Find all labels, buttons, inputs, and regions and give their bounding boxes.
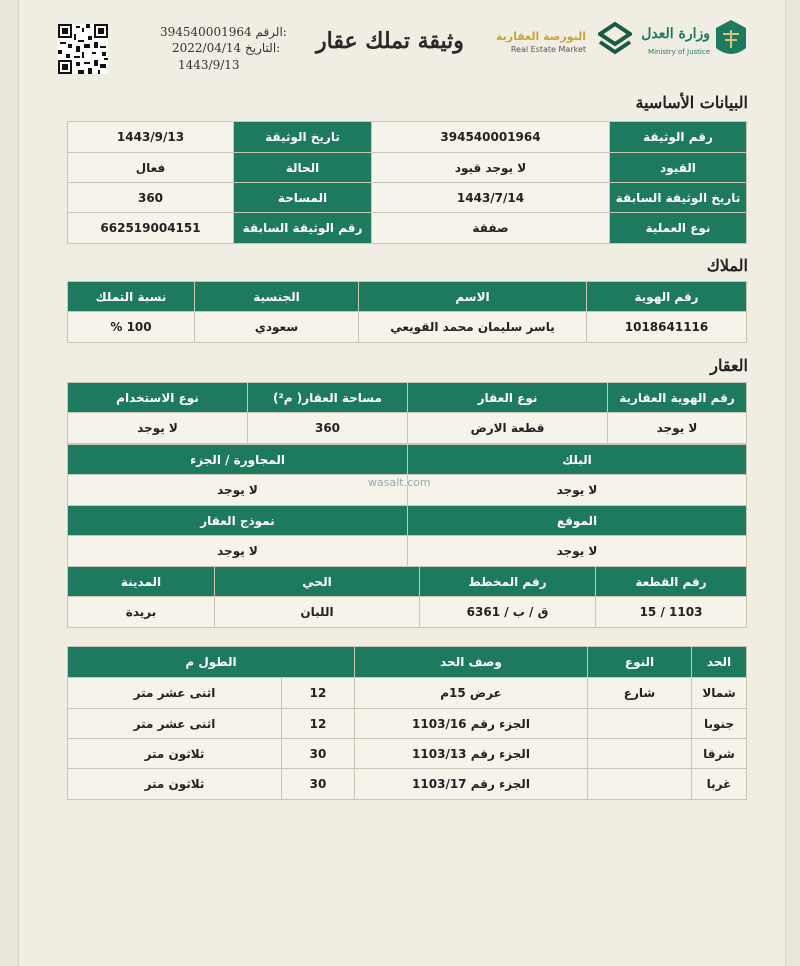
document-title: وثيقة تملك عقار bbox=[316, 28, 464, 54]
bound-length-text: ثلاثون متر bbox=[68, 769, 282, 800]
bound-type: شارع bbox=[588, 678, 692, 709]
moj-emblem-icon bbox=[712, 18, 750, 60]
property-table-2 bbox=[67, 444, 747, 567]
column-header: رقم الهوية bbox=[587, 282, 747, 312]
bound-length: 12 bbox=[282, 709, 355, 739]
label-cell: الحالة bbox=[234, 153, 372, 183]
column-header: الاسم bbox=[359, 282, 587, 312]
wasalt-watermark: wasalt.com bbox=[368, 476, 431, 489]
value-cell: فعال bbox=[68, 153, 234, 183]
label-cell: المساحة bbox=[234, 183, 372, 213]
ministry-of-justice-logo bbox=[641, 18, 752, 62]
real-estate-logo-icon bbox=[598, 18, 632, 58]
column-header: المدينة bbox=[68, 567, 215, 597]
column-header: نموذج العقار bbox=[68, 506, 408, 536]
basic-data-table bbox=[67, 121, 747, 244]
bound-type bbox=[588, 769, 692, 800]
property-table-3 bbox=[67, 566, 747, 628]
value-cell: لا يوجد bbox=[408, 475, 747, 506]
real-estate-market-logo bbox=[495, 18, 622, 58]
value-cell: 394540001964 bbox=[372, 122, 610, 153]
column-header: الطول م bbox=[68, 647, 355, 678]
number-value: 394540001964 bbox=[160, 25, 252, 39]
column-header: الحد bbox=[692, 647, 747, 678]
owner-id: 1018641116 bbox=[587, 312, 747, 343]
bound-length-text: ثلاثون متر bbox=[68, 739, 282, 769]
date-value: 2022/04/14 bbox=[172, 41, 242, 55]
bound-description: عرض 15م bbox=[355, 678, 588, 709]
bound-direction: شرقا bbox=[692, 739, 747, 769]
column-header: رقم الهوية العقارية bbox=[608, 383, 747, 413]
real-estate-logo-ar: البورصة العقارية bbox=[495, 30, 586, 43]
table-row bbox=[68, 769, 747, 800]
bound-direction: شمالا bbox=[692, 678, 747, 709]
bound-length: 30 bbox=[282, 739, 355, 769]
table-row bbox=[68, 312, 747, 343]
table-row bbox=[68, 213, 747, 244]
value-cell: لا يوجد bbox=[68, 536, 408, 567]
table-header-row bbox=[68, 282, 747, 312]
table-header-row bbox=[68, 383, 747, 413]
value-cell: لا يوجد قيود bbox=[372, 153, 610, 183]
table-row bbox=[68, 122, 747, 153]
table-row bbox=[68, 739, 747, 769]
table-header-row bbox=[68, 506, 747, 536]
value-cell: اللبان bbox=[215, 597, 420, 628]
value-cell: صفقة bbox=[372, 213, 610, 244]
owners-table bbox=[67, 281, 747, 343]
column-header: النوع bbox=[588, 647, 692, 678]
value-cell: 360 bbox=[248, 413, 408, 444]
column-header: البلك bbox=[408, 445, 747, 475]
column-header: نسبة التملك bbox=[68, 282, 195, 312]
column-header: المجاورة / الجزء bbox=[68, 445, 408, 475]
ownership-percent: 100 % bbox=[68, 312, 195, 343]
property-title: العقار bbox=[710, 356, 748, 375]
value-cell: قطعة الارض bbox=[408, 413, 608, 444]
value-cell: لا يوجد bbox=[408, 536, 747, 567]
qr-code-icon bbox=[58, 24, 108, 74]
value-cell: لا يوجد bbox=[68, 413, 248, 444]
table-row bbox=[68, 678, 747, 709]
bound-length: 12 bbox=[282, 678, 355, 709]
hijri-date: 1443/9/13 bbox=[178, 58, 240, 72]
value-cell: لا يوجد bbox=[608, 413, 747, 444]
column-header: وصف الحد bbox=[355, 647, 588, 678]
real-estate-logo-en: Real Estate Market bbox=[510, 45, 586, 54]
value-cell: 1103 / 15 bbox=[596, 597, 747, 628]
label-cell: نوع العملية bbox=[610, 213, 747, 244]
owners-title: الملاك bbox=[706, 256, 748, 275]
column-header: رقم القطعة bbox=[596, 567, 747, 597]
table-row bbox=[68, 709, 747, 739]
column-header: نوع الاستخدام bbox=[68, 383, 248, 413]
label-cell: رقم الوثيقة السابقة bbox=[234, 213, 372, 244]
column-header: نوع العقار bbox=[408, 383, 608, 413]
property-table-1 bbox=[67, 382, 747, 444]
bound-type bbox=[588, 709, 692, 739]
value-cell: بريدة bbox=[68, 597, 215, 628]
label-cell: تاريخ الوثيقة السابقة bbox=[610, 183, 747, 213]
owner-name: ياسر سليمان محمد القويعي bbox=[359, 312, 587, 343]
table-row bbox=[68, 153, 747, 183]
value-cell: 662519004151 bbox=[68, 213, 234, 244]
table-row bbox=[68, 183, 747, 213]
column-header: رقم المخطط bbox=[420, 567, 596, 597]
bound-length-text: اثنى عشر متر bbox=[68, 678, 282, 709]
bound-length-text: اثنى عشر متر bbox=[68, 709, 282, 739]
bound-length: 30 bbox=[282, 769, 355, 800]
column-header: مساحة العقار( م²) bbox=[248, 383, 408, 413]
value-cell: 1443/7/14 bbox=[372, 183, 610, 213]
label-cell: رقم الوثيقة bbox=[610, 122, 747, 153]
bound-direction: جنوبا bbox=[692, 709, 747, 739]
value-cell: لا يوجد bbox=[68, 475, 408, 506]
bound-direction: غربا bbox=[692, 769, 747, 800]
owner-nationality: سعودي bbox=[195, 312, 359, 343]
document-date bbox=[172, 41, 280, 55]
value-cell: 1443/9/13 bbox=[68, 122, 234, 153]
bound-description: الجزء رقم 1103/17 bbox=[355, 769, 588, 800]
date-label: التاريخ: bbox=[245, 41, 281, 55]
table-row bbox=[68, 413, 747, 444]
column-header: الحي bbox=[215, 567, 420, 597]
table-header-row bbox=[68, 445, 747, 475]
label-cell: تاريخ الوثيقة bbox=[234, 122, 372, 153]
value-cell: ق / ب / 6361 bbox=[420, 597, 596, 628]
moj-logo-ar: وزارة العدل bbox=[641, 26, 710, 42]
table-header-row bbox=[68, 567, 747, 597]
table-row bbox=[68, 536, 747, 567]
value-cell: 360 bbox=[68, 183, 234, 213]
number-label: الرقم: bbox=[255, 25, 287, 39]
bounds-table bbox=[67, 646, 747, 800]
bound-type bbox=[588, 739, 692, 769]
table-header-row bbox=[68, 647, 747, 678]
document-number bbox=[160, 25, 287, 39]
bound-description: الجزء رقم 1103/13 bbox=[355, 739, 588, 769]
bound-description: الجزء رقم 1103/16 bbox=[355, 709, 588, 739]
column-header: الموقع bbox=[408, 506, 747, 536]
moj-logo-en: Ministry of Justice bbox=[648, 48, 710, 56]
basic-data-title: البيانات الأساسية bbox=[635, 93, 748, 112]
label-cell: القيود bbox=[610, 153, 747, 183]
column-header: الجنسية bbox=[195, 282, 359, 312]
table-row bbox=[68, 597, 747, 628]
